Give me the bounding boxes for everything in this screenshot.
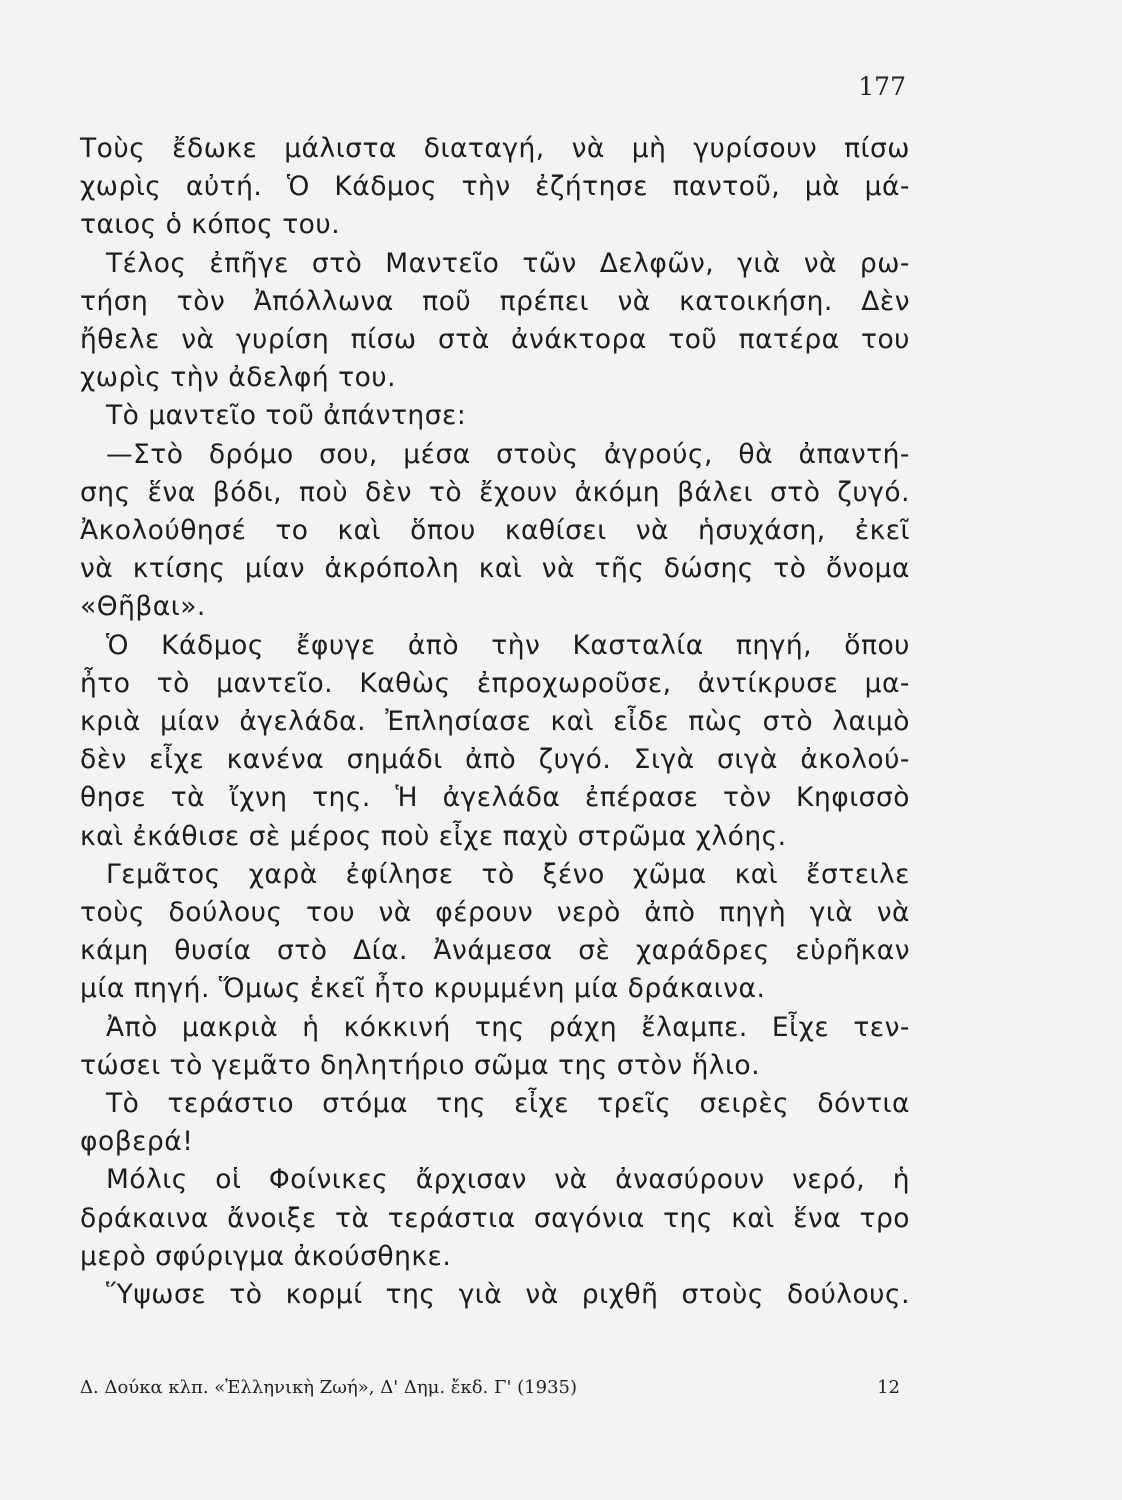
text-line: φοβερά!: [80, 1126, 194, 1158]
text-line: ἦτο τὸ μαντεῖο. Καθὼς ἐπροχωροῦσε, ἀντίκρυσε μα-: [80, 667, 910, 699]
text-line: σης ἕνα βόδι, ποὺ δὲν τὸ ἔχουν ἀκόμη βάλει στὸ ζυγό.: [80, 476, 910, 508]
text-line: τοὺς δούλους του νὰ φέρουν νερὸ ἀπὸ πηγὴ γιὰ νὰ: [80, 897, 910, 929]
text-line: δὲν εἶχε κανένα σημάδι ἀπὸ ζυγό. Σιγὰ σιγὰ ἀκολού-: [80, 744, 910, 776]
text-line: Ἀπὸ μακριὰ ἡ κόκκινή της ράχη ἔλαμπε. Εἶχε τεν-: [106, 1011, 910, 1043]
text-line: μερὸ σφύριγμα ἀκούσθηκε.: [80, 1240, 452, 1272]
text-line: μία πηγή. Ὅμως ἐκεῖ ἦτο κρυμμένη μία δράκαινα.: [80, 973, 766, 1005]
text-line: Ἀκολούθησέ το καὶ ὅπου καθίσει νὰ ἡσυχάση, ἐκεῖ: [80, 515, 910, 547]
text-line: κριὰ μίαν ἀγελάδα. Ἐπλησίασε καὶ εἶδε πὼς στὸ λαιμὸ: [80, 706, 910, 738]
footer-credit: Δ. Δούκα κλπ. «Ἑλληνικὴ Ζωή», Δ' Δημ. ἔκδ. Γ' (1935): [80, 1377, 578, 1398]
text-line: Τοὺς ἔδωκε μάλιστα διαταγή, νὰ μὴ γυρίσουν πίσω: [80, 133, 910, 164]
text-line: ταιος ὁ κόπος του.: [80, 209, 341, 241]
text-line: —Στὸ δρόμο σου, μέσα στοὺς ἀγρούς, θὰ ἀπαντή-: [106, 438, 910, 470]
text-line: τήση τὸν Ἀπόλλωνα ποῦ πρέπει νὰ κατοικήση. Δὲν: [80, 285, 910, 317]
text-line: κάμη θυσία στὸ Δία. Ἀνάμεσα σὲ χαράδρες εὑρῆκαν: [80, 935, 910, 967]
text-line: καὶ ἐκάθισε σὲ μέρος ποὺ εἶχε παχὺ στρῶμα χλόης.: [80, 820, 787, 852]
text-line: Ὁ Κάδμος ἔφυγε ἀπὸ τὴν Κασταλία πηγή, ὅπου: [106, 629, 910, 661]
text-line: Μόλις οἱ Φοίνικες ἄρχισαν νὰ ἀνασύρουν νερό, ἡ: [106, 1164, 910, 1196]
text-line: Ὕψωσε τὸ κορμί της γιὰ νὰ ριχθῆ στοὺς δούλους.: [106, 1279, 910, 1311]
text-line: δράκαινα ἄνοιξε τὰ τεράστια σαγόνια της καὶ ἕνα τρο: [80, 1202, 910, 1234]
text-line: χωρὶς αὐτή. Ὁ Κάδμος τὴν ἐζήτησε παντοῦ, μὰ μά-: [80, 171, 910, 203]
text-line: Τὸ τεράστιο στόμα της εἶχε τρεῖς σειρὲς δόντια: [106, 1088, 910, 1120]
text-line: Τὸ μαντεῖο τοῦ ἀπάντησε:: [106, 400, 467, 432]
page-number: 177: [858, 72, 906, 101]
text-line: ἤθελε νὰ γυρίση πίσω στὰ ἀνάκτορα τοῦ πατέρα του: [80, 324, 910, 356]
text-line: θησε τὰ ἴχνη της. Ἡ ἀγελάδα ἐπέρασε τὸν Κηφισσὸ: [80, 782, 910, 814]
text-line: Γεμᾶτος χαρὰ ἐφίλησε τὸ ξένο χῶμα καὶ ἔστειλε: [106, 858, 910, 890]
text-line: «Θῆβαι».: [80, 591, 206, 623]
printer-signature: 12: [877, 1377, 900, 1398]
text-line: χωρὶς τὴν ἀδελφή του.: [80, 362, 397, 394]
text-line: Τέλος ἐπῆγε στὸ Μαντεῖο τῶν Δελφῶν, γιὰ νὰ ρω-: [106, 247, 910, 279]
text-line: νὰ κτίσης μίαν ἀκρόπολη καὶ νὰ τῆς δώσης τὸ ὄνομα: [80, 553, 910, 585]
text-line: τώσει τὸ γεμᾶτο δηλητήριο σῶμα της στὸν ἥλιο.: [80, 1049, 761, 1081]
body-text: [80, 130, 910, 1314]
